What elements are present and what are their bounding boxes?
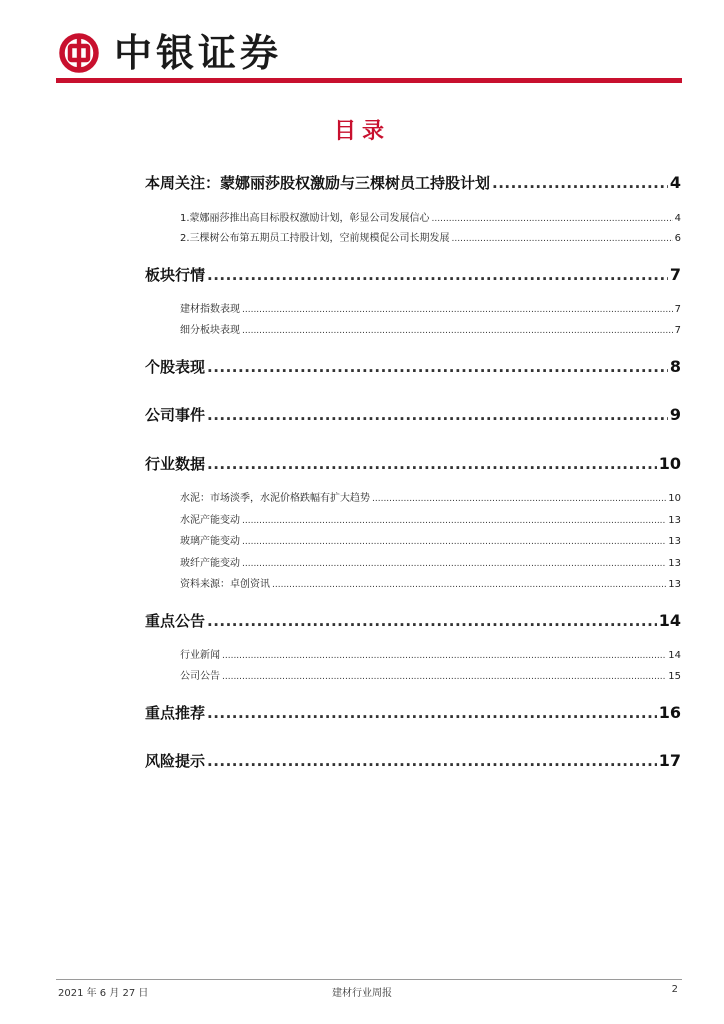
toc-entry-page: 15 [668, 671, 681, 682]
toc-entry-page: 7 [669, 265, 681, 284]
toc-leader-dots [207, 358, 668, 376]
toc-entry[interactable] [180, 229, 681, 244]
toc-leader-dots [207, 406, 668, 424]
toc-entry-page: 13 [668, 515, 681, 526]
toc-entry[interactable] [180, 646, 681, 661]
toc-entry-label: 行业新闻 [180, 650, 220, 661]
toc-leader-dots [242, 325, 673, 336]
toc-entry-page: 13 [668, 579, 681, 590]
toc-entry[interactable] [180, 321, 681, 336]
toc-leader-dots [432, 213, 673, 224]
toc-entry-label: 公司公告 [180, 671, 220, 682]
footer-report-name: 建材行业周报 [332, 988, 392, 999]
toc-entry[interactable] [180, 489, 681, 504]
toc-entry-page: 16 [658, 703, 681, 722]
toc-entry[interactable] [145, 264, 681, 285]
toc-entry-label: 资料来源：卓创资讯 [180, 579, 270, 590]
toc-entry[interactable] [145, 702, 681, 723]
toc-entry[interactable] [145, 172, 681, 193]
toc-entry[interactable] [145, 404, 681, 425]
toc-entry-label: 板块行情 [145, 266, 206, 284]
toc-entry[interactable] [145, 356, 681, 377]
toc-entry-label: 水泥产能变动 [180, 515, 240, 526]
toc-entry-label: 本周关注：蒙娜丽莎股权激励与三棵树员工持股计划 [145, 174, 491, 192]
toc-leader-dots [222, 671, 666, 682]
toc-leader-dots [452, 233, 673, 244]
toc-entry[interactable] [180, 575, 681, 590]
toc-entry-label: 玻纤产能变动 [180, 558, 240, 569]
toc-entry[interactable] [145, 453, 681, 474]
toc-entry[interactable] [145, 610, 681, 631]
header-divider [56, 78, 682, 83]
toc-entry-label: 公司事件 [145, 406, 206, 424]
toc-leader-dots [207, 612, 657, 630]
toc-leader-dots [242, 515, 666, 526]
toc-entry-label: 行业数据 [145, 455, 206, 473]
toc-leader-dots [207, 704, 657, 722]
toc-entry-page: 10 [668, 493, 681, 504]
toc-entry-label: 细分板块表现 [180, 325, 240, 336]
brand-name: 中银证券 [114, 30, 283, 75]
toc-entry-label: 风险提示 [145, 752, 206, 770]
toc-entry-page: 9 [669, 405, 681, 424]
toc-entry-page: 6 [674, 233, 681, 244]
toc-entry-page: 4 [669, 173, 681, 192]
toc-entry-page: 7 [674, 325, 681, 336]
toc-leader-dots [372, 493, 666, 504]
toc-entry[interactable] [180, 532, 681, 547]
toc-entry[interactable] [180, 667, 681, 682]
toc-entry-label: 重点公告 [145, 612, 206, 630]
toc-entry-label: 建材指数表现 [180, 304, 240, 315]
toc-leader-dots [242, 536, 666, 547]
bank-of-china-logo-icon [58, 32, 100, 74]
toc-entry[interactable] [180, 209, 681, 224]
toc-entry[interactable] [180, 554, 681, 569]
toc-entry-label: 重点推荐 [145, 704, 206, 722]
toc-entry-label: 水泥：市场淡季，水泥价格跌幅有扩大趋势 [180, 493, 370, 504]
toc-entry-page: 8 [669, 357, 681, 376]
toc-entry-page: 13 [668, 558, 681, 569]
toc-leader-dots [207, 752, 657, 770]
footer-date: 2021 年 6 月 27 日 [58, 988, 149, 999]
toc-entry[interactable] [180, 300, 681, 315]
toc-entry-page: 14 [658, 611, 681, 630]
toc-entry-page: 4 [674, 213, 681, 224]
toc-entry-page: 13 [668, 536, 681, 547]
toc-title: 目录 [333, 119, 390, 144]
toc-leader-dots [222, 650, 666, 661]
toc-entry-label: 玻璃产能变动 [180, 536, 240, 547]
footer-page-number: 2 [671, 984, 678, 995]
toc-entry-label: 2.三棵树公布第五期员工持股计划，空前规模促公司长期发展 [180, 233, 450, 244]
toc-entry-label: 个股表现 [145, 358, 206, 376]
page-header [56, 28, 682, 80]
toc-entry-label: 1.蒙娜丽莎推出高目标股权激励计划，彰显公司发展信心 [180, 213, 430, 224]
toc-entry-page: 10 [658, 454, 681, 473]
toc-entry[interactable] [180, 511, 681, 526]
toc-leader-dots [242, 558, 666, 569]
toc-entry-page: 14 [668, 650, 681, 661]
toc-entry-page: 7 [674, 304, 681, 315]
footer-divider [56, 979, 682, 980]
toc-leader-dots [242, 304, 673, 315]
toc-leader-dots [492, 174, 668, 192]
toc-entry[interactable] [145, 750, 681, 771]
toc-leader-dots [207, 266, 668, 284]
toc-entry-page: 17 [658, 751, 681, 770]
toc-leader-dots [272, 579, 666, 590]
toc-leader-dots [207, 455, 657, 473]
